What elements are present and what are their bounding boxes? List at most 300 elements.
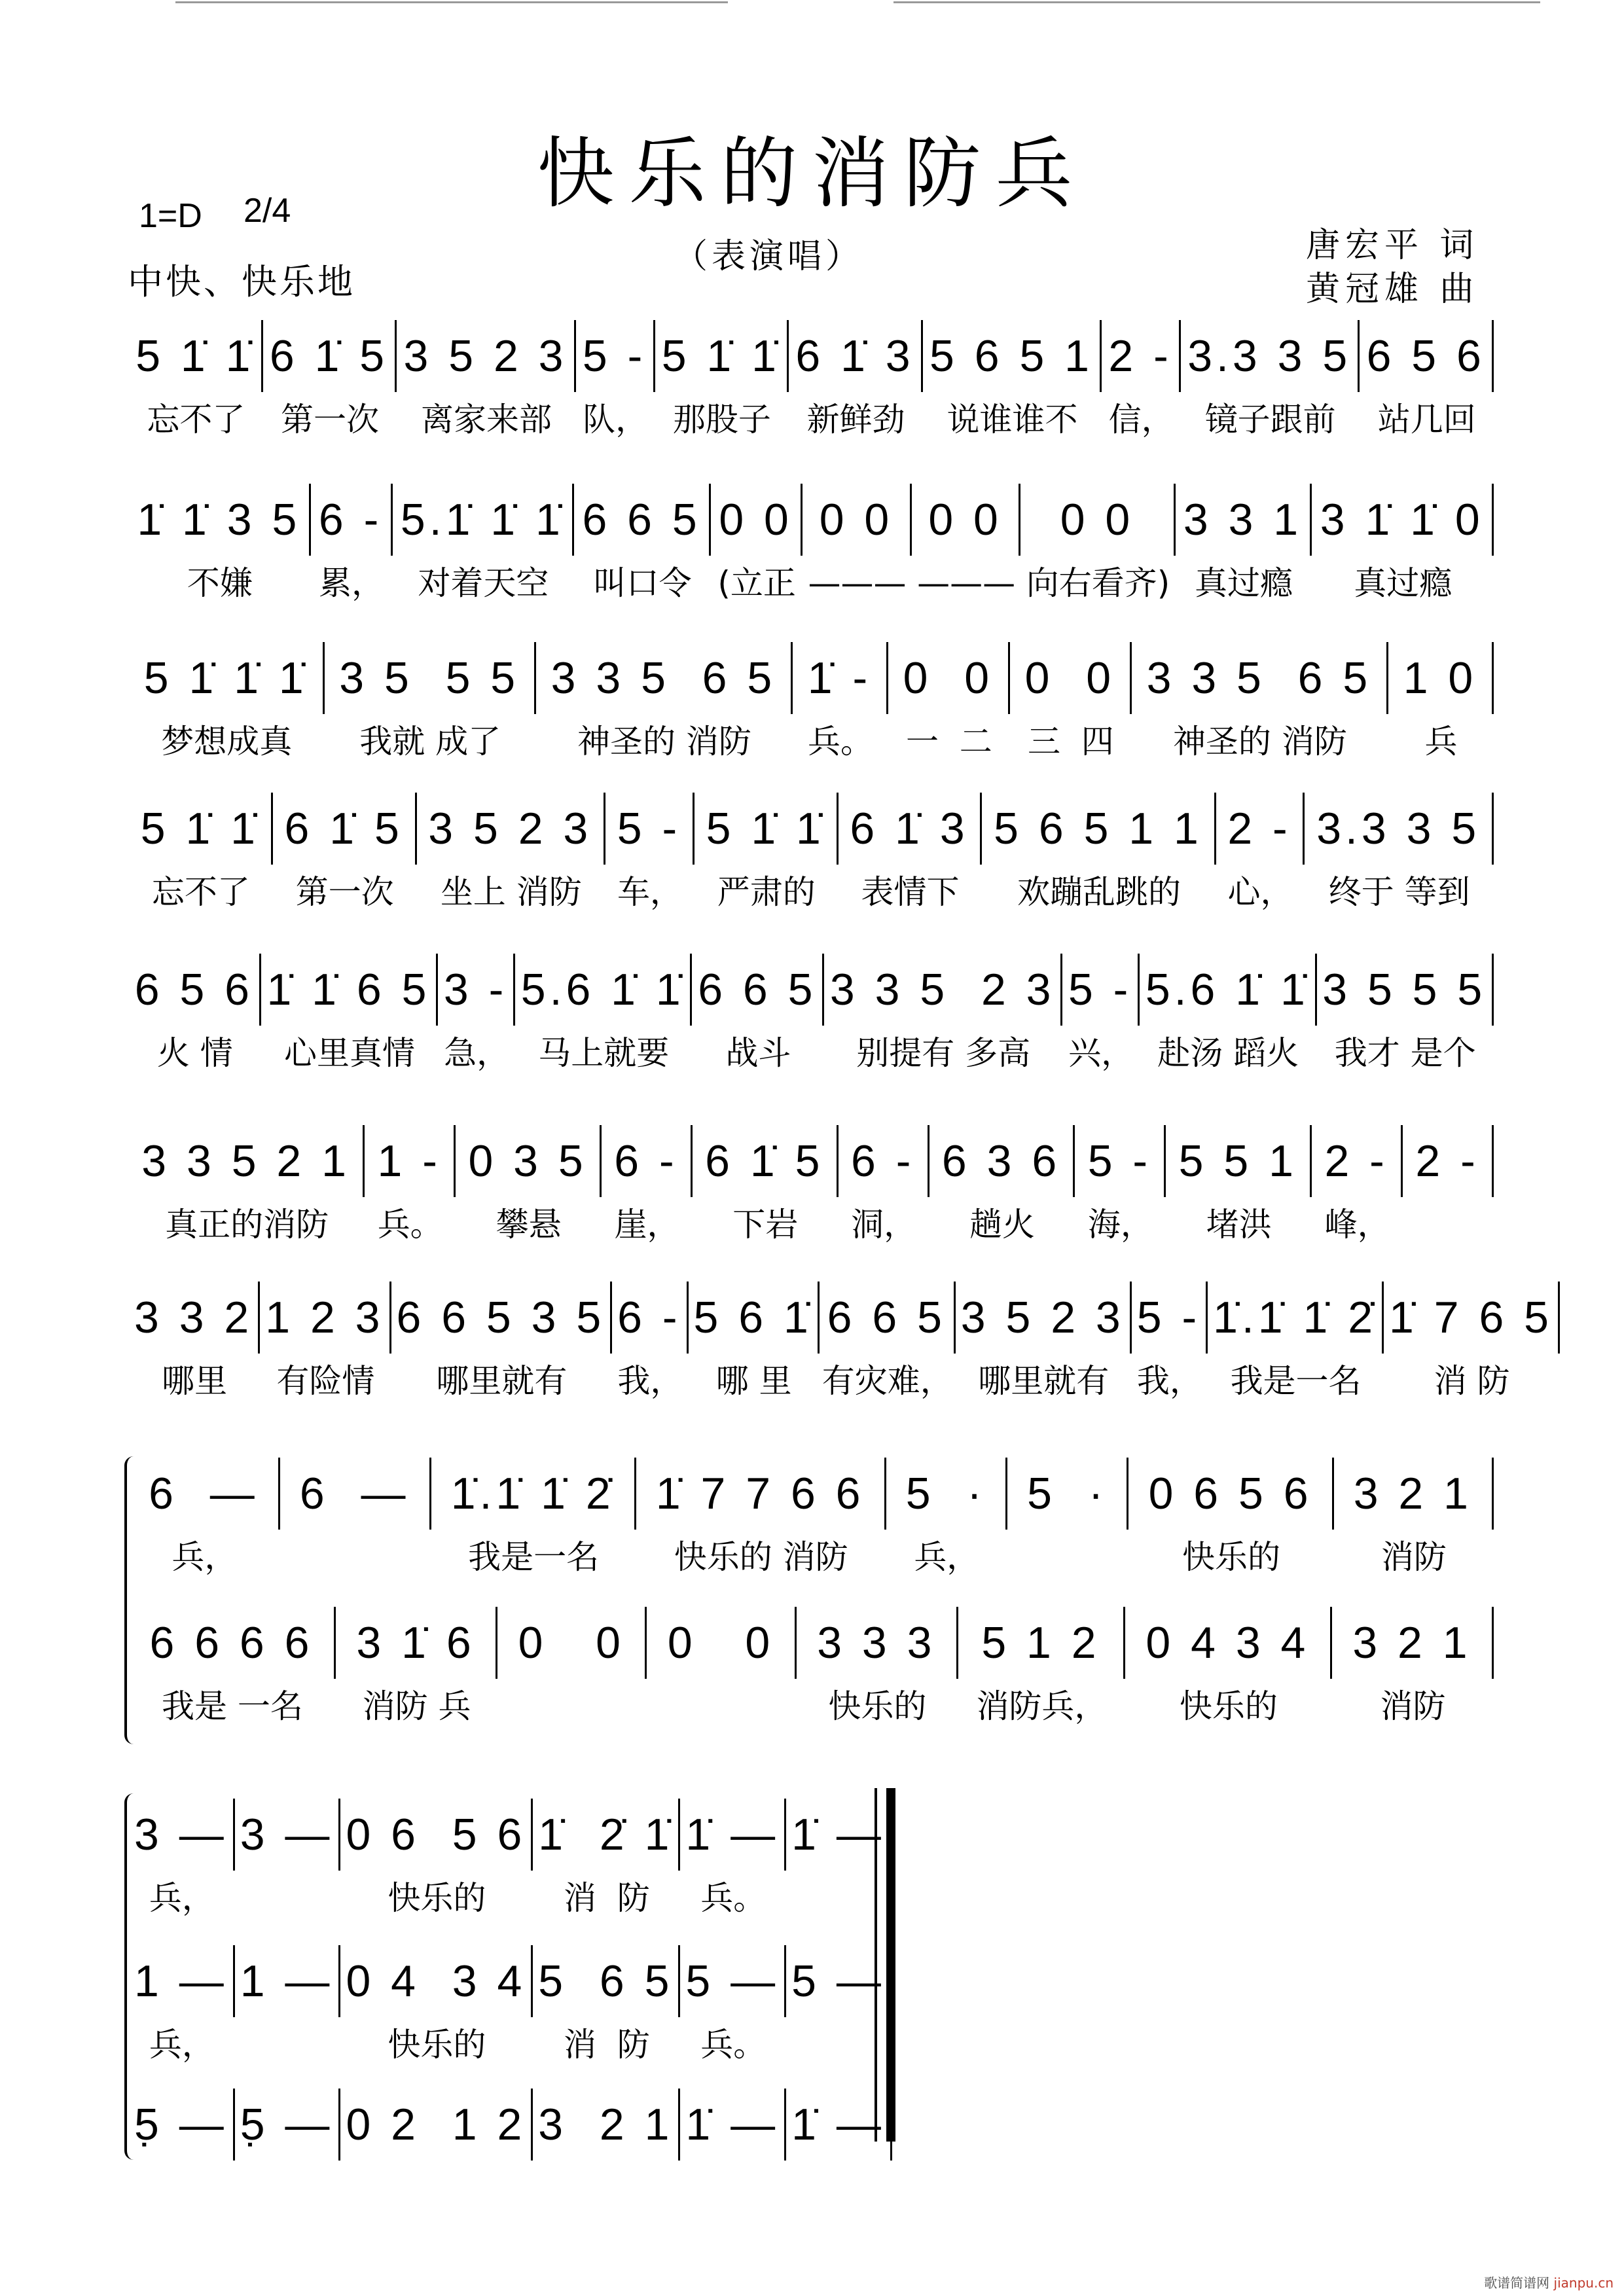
- measure: [958, 1607, 1125, 1731]
- measure-notes: 3 2 1: [1332, 1607, 1494, 1679]
- measure: [456, 1125, 602, 1249]
- measure: [1062, 954, 1140, 1078]
- measure-lyric: [786, 2167, 892, 2213]
- measure: [612, 1282, 688, 1406]
- measure-lyric: 神圣的 消防: [577, 723, 751, 761]
- measure-notes: 5 6 5: [533, 1945, 680, 2017]
- measure-lyric: 快乐的: [388, 2026, 486, 2064]
- measure: [1007, 1458, 1128, 1582]
- music-system: [129, 1607, 1494, 1731]
- measure-lyric: 第一次: [295, 873, 394, 911]
- measure-lyric: 真过瘾: [1195, 564, 1293, 602]
- measure-lyric: 有险情: [276, 1362, 375, 1400]
- measure-lyric: 对着天空: [418, 564, 549, 602]
- measure-lyric: 欢蹦乱跳的: [1017, 873, 1181, 911]
- music-system: [129, 1458, 1494, 1582]
- measure: [793, 642, 888, 766]
- measure-notes: 6 -: [839, 1125, 929, 1197]
- measure-lyric: 神圣的 消防: [1172, 723, 1347, 761]
- measure: [647, 1607, 796, 1731]
- measure: [129, 1945, 235, 2070]
- measure-lyric: 哪里就有: [436, 1362, 568, 1400]
- measure-lyric: 我是一名: [1230, 1362, 1362, 1400]
- measure-lyric: 兵。: [377, 1206, 443, 1244]
- measure: [393, 484, 575, 608]
- measure-lyric: 真过瘾: [1354, 564, 1453, 602]
- measure-notes: 1̇.1̇ 1̇ 2̇: [431, 1458, 636, 1530]
- measure-lyric: 洞，: [851, 1206, 917, 1244]
- measure-lyric: [1403, 1204, 1494, 1249]
- measure: [956, 1282, 1132, 1406]
- measure: [695, 793, 839, 917]
- measure-lyric: 峰，: [1324, 1206, 1390, 1244]
- measure-lyric: 兵，: [149, 1879, 215, 1917]
- measure-notes: 1̇ 1̇ 3 5: [129, 484, 311, 556]
- measure-notes: 1̇ 7 6 5: [1384, 1282, 1560, 1354]
- measure: [693, 1125, 839, 1249]
- measure-lyric: 累，: [319, 564, 385, 602]
- measure: [1312, 484, 1494, 608]
- measure: [692, 954, 824, 1078]
- watermark: [1484, 2275, 1614, 2291]
- measure-lyric: [647, 1685, 796, 1731]
- measure: [1128, 1458, 1333, 1582]
- measure: [789, 320, 923, 444]
- composer-credit: 黄冠雄 曲: [1306, 270, 1479, 309]
- measure-notes: 3 —: [129, 1799, 235, 1871]
- measure: [417, 793, 605, 917]
- measure-lyric: 战斗: [725, 1034, 791, 1072]
- measure-notes: 5.1̇ 1̇ 1̇: [393, 484, 575, 556]
- music-system: [129, 954, 1494, 1078]
- measure-notes: 0 0: [1010, 642, 1132, 714]
- measure-notes: 2 -: [1403, 1125, 1494, 1197]
- measure-lyric: 堵洪: [1206, 1206, 1272, 1244]
- measure-notes: 0 0: [711, 484, 803, 556]
- measure-notes: 0 0: [912, 484, 1021, 556]
- measure-notes: 5 -: [576, 320, 655, 392]
- measure: [1125, 1607, 1332, 1731]
- measure: [605, 793, 695, 917]
- measure: [261, 954, 438, 1078]
- measure-lyric: [280, 1536, 431, 1582]
- measure-lyric: 三 四: [1027, 723, 1114, 761]
- measure-lyric: 消 防: [563, 2026, 650, 2064]
- measure-lyric: 下岩: [732, 1206, 799, 1244]
- measure-lyric: 忘不了: [151, 873, 250, 911]
- music-system: [129, 320, 1494, 444]
- measure: [1010, 642, 1132, 766]
- measure-notes: 0 6 5 6: [340, 1799, 533, 1871]
- measure: [129, 642, 325, 766]
- measure-lyric: 说谁谁不: [947, 401, 1078, 439]
- measure: [1388, 642, 1494, 766]
- tempo-marking: 中快、快乐地: [128, 261, 355, 302]
- measure-notes: 1̇ —: [680, 2089, 786, 2161]
- measure: [1208, 1282, 1384, 1406]
- measure: [129, 1282, 260, 1406]
- measure-notes: 3 —: [235, 1799, 341, 1871]
- measure-lyric: 快乐的: [1179, 1687, 1278, 1725]
- measure: [1403, 1125, 1494, 1249]
- watermark-text: 歌谱简谱网: [1484, 2275, 1550, 2291]
- measure: [1216, 793, 1305, 917]
- measure-lyric: ———: [808, 564, 907, 602]
- measure-notes: 6 6 5: [820, 1282, 956, 1354]
- measure-lyric: 急，: [444, 1034, 510, 1072]
- measure-notes: 3 3 1: [1176, 484, 1312, 556]
- measure-lyric: 消防兵，: [976, 1687, 1108, 1725]
- measure-notes: 6 —: [280, 1458, 431, 1530]
- measure: [235, 1799, 341, 1923]
- measure: [886, 1458, 1007, 1582]
- measure: [820, 1282, 956, 1406]
- key-signature: 1=D: [139, 197, 202, 235]
- measure-lyric: [340, 2167, 533, 2213]
- top-rule-left: [175, 1, 728, 3]
- part-bracket: [124, 1456, 136, 1744]
- measure: [260, 1282, 391, 1406]
- measure: [438, 954, 515, 1078]
- measure: [1140, 954, 1316, 1078]
- measure-notes: 5 1̇ 1̇: [129, 320, 263, 392]
- lyricist-credit: 唐宏平 词: [1306, 226, 1479, 265]
- measure: [1132, 1282, 1208, 1406]
- measure: [397, 320, 575, 444]
- measure: [689, 1282, 820, 1406]
- measure-lyric: 消 防: [1434, 1362, 1510, 1400]
- measure-lyric: 我就 成了: [359, 723, 501, 761]
- measure-lyric: [235, 2167, 341, 2213]
- measure-notes: 3 1̇ 1̇ 0: [1312, 484, 1494, 556]
- measure: [536, 642, 793, 766]
- measure-lyric: 我是一名: [468, 1538, 600, 1576]
- measure: [1384, 1282, 1560, 1406]
- measure-lyric: [129, 2167, 235, 2213]
- measure-lyric: 快乐的: [388, 1879, 486, 1917]
- measure: [129, 2089, 235, 2213]
- measure-notes: 0 0: [803, 484, 912, 556]
- measure: [129, 954, 261, 1078]
- measure-lyric: [680, 2167, 786, 2213]
- measure: [655, 320, 789, 444]
- measure-lyric: 攀悬: [496, 1206, 562, 1244]
- measure-lyric: 消 防: [563, 1879, 650, 1917]
- measure-notes: 3 3 5 2 1: [129, 1125, 365, 1197]
- measure-notes: 5.6 1̇ 1̇: [515, 954, 692, 1026]
- measure-notes: 0 4 3 4: [340, 1945, 533, 2017]
- measure-notes: 1̇ —: [680, 1799, 786, 1871]
- measure-notes: 5 6 5 1 1: [982, 793, 1216, 865]
- measure-lyric: [235, 2024, 341, 2070]
- measure: [129, 1799, 235, 1923]
- measure-notes: 5 6 1̇: [689, 1282, 820, 1354]
- measure-lyric: 快乐的 消防: [674, 1538, 848, 1576]
- measure-notes: 6 6 5: [574, 484, 711, 556]
- measure-lyric: 第一次: [281, 401, 379, 439]
- measure: [1312, 1125, 1403, 1249]
- measure-notes: 5 ·: [1007, 1458, 1128, 1530]
- measure: [235, 2089, 341, 2213]
- measure: [1332, 1607, 1494, 1731]
- measure-lyric: 坐上 消防: [440, 873, 582, 911]
- measure: [680, 1799, 786, 1923]
- measure-notes: 1̇ —: [786, 1799, 892, 1871]
- measure: [574, 484, 711, 608]
- measure-lyric: 哪 里: [715, 1362, 792, 1400]
- measure: [263, 320, 397, 444]
- measure: [340, 1945, 533, 2070]
- measure: [533, 2089, 680, 2213]
- measure-lyric: 海，: [1087, 1206, 1153, 1244]
- measure-notes: 6 1̇ 5: [263, 320, 397, 392]
- measure-notes: 0 0: [1020, 484, 1175, 556]
- measure-lyric: 火 情: [156, 1034, 233, 1072]
- measure: [273, 793, 417, 917]
- measure: [1020, 484, 1175, 608]
- measure-notes: 0 0: [647, 1607, 796, 1679]
- measure-lyric: [533, 2167, 680, 2213]
- measure-lyric: 严肃的: [717, 873, 816, 911]
- measure-notes: 1̇ —: [786, 2089, 892, 2161]
- measure: [929, 1125, 1075, 1249]
- measure: [431, 1458, 636, 1582]
- measure-lyric: 崖，: [614, 1206, 680, 1244]
- measure-notes: 6 5 6: [129, 954, 261, 1026]
- measure-lyric: 叫口令: [593, 564, 692, 602]
- measure-lyric: 马上就要: [538, 1034, 670, 1072]
- measure-notes: 3 -: [438, 954, 515, 1026]
- measure-notes: 5 1̇ 1̇: [655, 320, 789, 392]
- measure-notes: 0 0: [497, 1607, 647, 1679]
- measure: [129, 1125, 365, 1249]
- measure: [1075, 1125, 1166, 1249]
- measure-notes: 6 1̇ 5: [693, 1125, 839, 1197]
- measure-notes: 5 -: [1132, 1282, 1208, 1354]
- measure: [1102, 320, 1181, 444]
- measure-lyric: 离家来部: [421, 401, 552, 439]
- measure-lyric: (立正: [717, 564, 796, 602]
- measure-lyric: 别提有 多高: [856, 1034, 1031, 1072]
- measure-lyric: 镜子跟前: [1204, 401, 1336, 439]
- measure-notes: 6 -: [602, 1125, 693, 1197]
- measure-lyric: 我，: [617, 1362, 683, 1400]
- measure-notes: 1̇ 2̇ 1̇: [533, 1799, 680, 1871]
- measure-notes: 3 2 1: [533, 2089, 680, 2161]
- subtitle: （表演唱）: [673, 237, 863, 276]
- measure: [336, 1607, 497, 1731]
- measure-lyric: 信，: [1108, 401, 1174, 439]
- measure-notes: 1 0: [1388, 642, 1494, 714]
- measure: [602, 1125, 693, 1249]
- music-system: [129, 793, 1494, 917]
- measure-notes: 5.6 1̇ 1̇: [1140, 954, 1316, 1026]
- measure-notes: 5 1 2: [958, 1607, 1125, 1679]
- measure-notes: 3 3 2: [129, 1282, 260, 1354]
- measure-lyric: 趟火: [969, 1206, 1036, 1244]
- measure-notes: 5 ·: [886, 1458, 1007, 1530]
- measure: [824, 954, 1062, 1078]
- measure-lyric: 快乐的: [1182, 1538, 1281, 1576]
- measure-lyric: 心里真情: [283, 1034, 415, 1072]
- measure-notes: 1 -: [365, 1125, 456, 1197]
- measure: [711, 484, 803, 608]
- measure: [1132, 642, 1388, 766]
- measure: [680, 1945, 786, 2070]
- music-system: [129, 2089, 885, 2213]
- measure-lyric: 心，: [1227, 873, 1293, 911]
- measure: [280, 1458, 431, 1582]
- measure-notes: 3 3 5 6 5: [536, 642, 793, 714]
- measure-lyric: 快乐的: [828, 1687, 927, 1725]
- measure-lyric: 我是 一名: [162, 1687, 303, 1725]
- measure-lyric: 消防: [1380, 1687, 1446, 1725]
- measure-notes: 1 2 3: [260, 1282, 391, 1354]
- measure-notes: 3 5 5 5: [1317, 954, 1494, 1026]
- measure-notes: 5 1̇ 1̇: [695, 793, 839, 865]
- measure: [888, 642, 1010, 766]
- measure-notes: 0 2 1 2: [340, 2089, 533, 2161]
- measure: [1360, 320, 1494, 444]
- top-rule-right: [893, 1, 1540, 3]
- measure-notes: 6 5 6: [1360, 320, 1494, 392]
- measure: [515, 954, 692, 1078]
- song-title: 快乐的消防兵: [537, 128, 1087, 219]
- measure-notes: 0 6 5 6: [1128, 1458, 1333, 1530]
- music-system: [129, 1125, 1494, 1249]
- measure: [803, 484, 912, 608]
- measure-notes: 5 -: [1062, 954, 1140, 1026]
- measure: [982, 793, 1216, 917]
- measure-lyric: 有灾难，: [821, 1362, 953, 1400]
- measure-notes: 5 —: [786, 1945, 892, 2017]
- measure: [235, 1945, 341, 2070]
- measure: [839, 1125, 929, 1249]
- measure-lyric: 我，: [1136, 1362, 1202, 1400]
- measure-notes: 3 5 2 3: [417, 793, 605, 865]
- measure: [129, 1458, 280, 1582]
- measure: [391, 1282, 613, 1406]
- measure: [129, 793, 273, 917]
- measure-notes: 2 -: [1312, 1125, 1403, 1197]
- measure: [797, 1607, 958, 1731]
- measure-notes: 1̇.1̇ 1̇ 2̇: [1208, 1282, 1384, 1354]
- measure-notes: 6 1̇ 5: [273, 793, 417, 865]
- music-system: [129, 1282, 1553, 1406]
- measure-notes: 6 1̇ 3: [839, 793, 983, 865]
- measure-lyric: 真正的消防: [165, 1206, 329, 1244]
- measure-notes: 5̣ —: [235, 2089, 341, 2161]
- measure-notes: 2 -: [1216, 793, 1305, 865]
- measure-notes: 1̇ 1̇ 6 5: [261, 954, 438, 1026]
- measure-notes: 5 -: [1075, 1125, 1166, 1197]
- measure-lyric: 不嫌: [187, 564, 253, 602]
- measure-lyric: 兵: [1424, 723, 1458, 761]
- measure-lyric: 兵。: [700, 1879, 767, 1917]
- measure-notes: 5 5 1: [1166, 1125, 1312, 1197]
- measure: [340, 2089, 533, 2213]
- measure: [912, 484, 1021, 608]
- measure: [129, 1607, 336, 1731]
- measure-notes: 5 —: [680, 1945, 786, 2017]
- measure: [636, 1458, 886, 1582]
- measure-notes: 0 0: [888, 642, 1010, 714]
- measure-lyric: 队，: [583, 401, 649, 439]
- measure: [129, 484, 311, 608]
- measure-notes: 2 -: [1102, 320, 1181, 392]
- measure: [129, 320, 263, 444]
- measure-notes: 6 3 6: [929, 1125, 1075, 1197]
- measure-lyric: 终于 等到: [1328, 873, 1470, 911]
- measure: [340, 1799, 533, 1923]
- measure-notes: 5 1̇ 1̇ 1̇: [129, 642, 325, 714]
- measure: [533, 1945, 680, 2070]
- measure-notes: 6 6 5 3 5: [391, 1282, 613, 1354]
- measure-lyric: 站几回: [1377, 401, 1476, 439]
- measure-notes: 3 1̇ 6: [336, 1607, 497, 1679]
- measure: [533, 1799, 680, 1923]
- measure: [1176, 484, 1312, 608]
- measure-notes: 1̇ 7 7 6 6: [636, 1458, 886, 1530]
- measure-notes: 5̣ —: [129, 2089, 235, 2161]
- measure-lyric: 一 二: [905, 723, 992, 761]
- music-system: [129, 484, 1494, 608]
- measure-lyric: 我才 是个: [1334, 1034, 1476, 1072]
- measure-notes: 5 1̇ 1̇: [129, 793, 273, 865]
- measure-notes: 1 —: [129, 1945, 235, 2017]
- measure-notes: 3 3 5 6 5: [1132, 642, 1388, 714]
- measure-lyric: 表情下: [861, 873, 960, 911]
- measure: [1334, 1458, 1494, 1582]
- part-bracket-final: [124, 1793, 136, 2160]
- measure-lyric: 忘不了: [147, 401, 245, 439]
- final-barline: [875, 1788, 892, 2142]
- measure-notes: 6 6 6 6: [129, 1607, 336, 1679]
- measure-lyric: 梦想成真: [161, 723, 293, 761]
- measure-notes: 3 3 5 2 3: [824, 954, 1062, 1026]
- measure: [1181, 320, 1360, 444]
- measure-notes: 3 3 3: [797, 1607, 958, 1679]
- measure-lyric: 兵，: [171, 1538, 238, 1576]
- measure-lyric: 新鲜劲: [806, 401, 905, 439]
- measure: [1317, 954, 1494, 1078]
- measure: [325, 642, 536, 766]
- measure-notes: 5 6 5 1: [923, 320, 1102, 392]
- measure-lyric: 那股子: [672, 401, 771, 439]
- measure-notes: 3.3 3 5: [1305, 793, 1493, 865]
- measure-lyric: 兵。: [700, 2026, 767, 2064]
- measure-lyric: [1007, 1536, 1128, 1582]
- measure-lyric: 消防: [1380, 1538, 1447, 1576]
- measure-lyric: 消防 兵: [362, 1687, 471, 1725]
- measure-lyric: 兵。: [807, 723, 873, 761]
- measure-lyric: 兵，: [149, 2026, 215, 2064]
- measure-notes: 6 -: [311, 484, 393, 556]
- music-system: [129, 1945, 885, 2070]
- measure-notes: 6 —: [129, 1458, 280, 1530]
- measure: [839, 793, 983, 917]
- measure-lyric: ———: [917, 564, 1016, 602]
- measure-lyric: 向右看齐): [1026, 564, 1170, 602]
- measure-notes: 5 -: [605, 793, 695, 865]
- measure: [923, 320, 1102, 444]
- measure-lyric: [235, 1877, 341, 1923]
- measure: [497, 1607, 647, 1731]
- measure-lyric: 车，: [617, 873, 683, 911]
- measure-notes: 1 —: [235, 1945, 341, 2017]
- measure-notes: 1̇ -: [793, 642, 888, 714]
- measure: [1305, 793, 1493, 917]
